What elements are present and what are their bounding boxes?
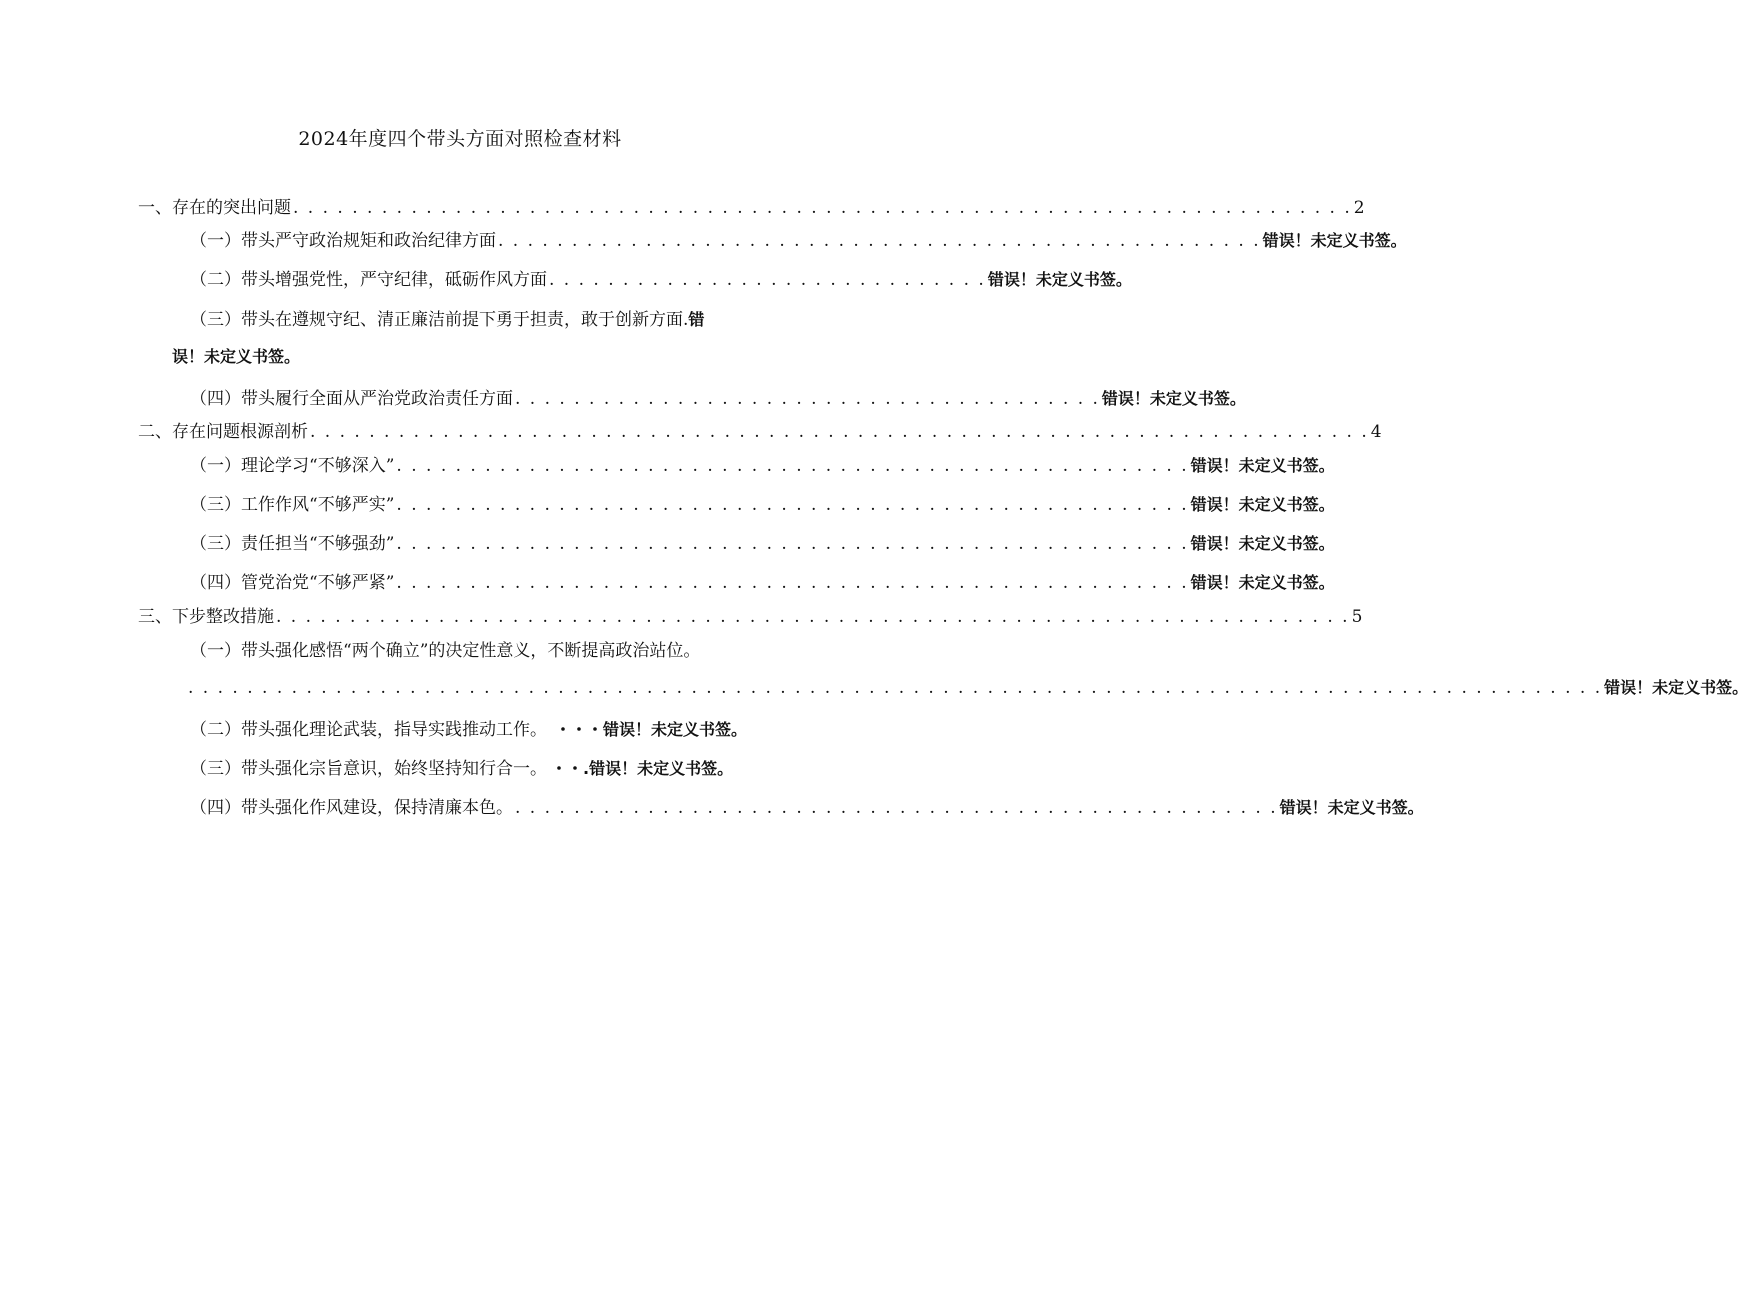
toc-bookmark-error: 错误！未定义书签。 [603,720,748,739]
toc-entry-label: （一）带头强化感悟“两个确立”的决定性意义，不断提高政治站位。 [190,641,701,661]
toc-bookmark-error: 误！未定义书签。 [172,347,301,366]
toc-bookmark-error: 错误！未定义书签。 [1604,678,1748,697]
toc-bookmark-error: 错误！未定义书签。 [987,270,1132,289]
toc-entry-label: （二）带头强化理论武装，指导实践推动工作。 [190,720,547,740]
toc-entry-sec3-1-continuation[interactable] [186,675,1748,698]
toc-bookmark-error: 错 [688,310,705,329]
toc-entry-sec1-2[interactable] [190,265,1132,290]
toc-bookmark-error: 错误！未定义书签。 [1190,456,1335,475]
toc-entry-sec3-3[interactable] [190,754,772,779]
toc-entry-label: （一）理论学习“不够深入” [190,456,395,476]
document-title: 2024年度四个带头方面对照检查材料 [298,128,622,150]
toc-bookmark-error: 错误！未定义书签。 [1279,798,1424,817]
toc-entry-label: （二）带头增强党性，严守纪律，砥砺作风方面 [190,270,547,290]
toc-entry-label: 一、存在的突出问题 [138,198,291,218]
toc-leader-dots: . . . . . . . . . . . . . . . . . . . . . . . . . . . . . . . . . . . . . . . . . . . . . . . . . . . . . . . . . . . . . . . . . . . . . . . . [310,422,1369,442]
toc-entry-label: （三）带头强化宗旨意识，始终坚持知行合一。 [190,759,547,779]
toc-leader-dots: . . . . . . . . . . . . . . . . . . . . . . . . . . . . . . . . . . . . . . . . . . . . . . . . . . . . . . . . . . . . . . . . . . . . . . . . . . . . . . . . . . . . . . . . . . . . . . . . [188,678,1603,698]
toc-entry-sec1-3[interactable] [190,305,772,330]
toc-entry-sec2-3[interactable] [190,529,1335,554]
toc-page-number: 4 [1370,422,1382,442]
toc-bookmark-error: 错误！未定义书签。 [1190,573,1335,592]
toc-entry-sec3-2[interactable] [190,715,782,740]
toc-entry-sec3[interactable] [138,602,1363,627]
toc-entry-sec1-3-continuation[interactable] [172,344,772,367]
toc-leader-dots: . . . . . . . . . . . . . . . . . . . . . . . . . . . . . . . . . . . . . . . . . . . . . . . . . . . . [515,798,1278,818]
toc-entry-sec2-1[interactable] [190,451,1335,476]
toc-leader-dots: . . . . . . . . . . . . . . . . . . . . . . . . . . . . . . [549,270,986,290]
toc-entry-sec2[interactable] [138,417,1382,442]
toc-entry-sec1-1[interactable] [190,226,1407,251]
toc-leader-dots: . . . . . . . . . . . . . . . . . . . . . . . . . . . . . . . . . . . . . . . . . . . . . . . . . . . . . . [396,456,1189,476]
toc-entry-label: 三、下步整改措施 [138,607,274,627]
toc-entry-sec1[interactable] [138,193,1365,218]
toc-entry-label: 二、存在问题根源剖析 [138,422,308,442]
toc-entry-label: （一）带头严守政治规矩和政治纪律方面 [190,231,496,251]
toc-leader-dots: . . . . . . . . . . . . . . . . . . . . . . . . . . . . . . . . . . . . . . . . . . . . . . . . . . . . [498,231,1261,251]
toc-entry-label: （四）管党治党“不够严紧” [190,573,395,593]
toc-leader-dots: . . . . . . . . . . . . . . . . . . . . . . . . . . . . . . . . . . . . . . . . . . . . . . . . . . . . . . . . . . . . . . . . . . . . . . . . . [276,607,1350,627]
toc-entry-sec1-4[interactable] [190,384,1246,409]
toc-entry-label: （三）工作作风“不够严实” [190,495,395,515]
toc-entry-sec2-2[interactable] [190,490,1335,515]
toc-bookmark-error: 错误！未定义书签。 [1262,231,1407,250]
toc-leader-dots: . . . . . . . . . . . . . . . . . . . . . . . . . . . . . . . . . . . . . . . . . . . . . . . . . . . . . . [396,534,1189,554]
toc-bookmark-error: 错误！未定义书签。 [589,759,734,778]
toc-leader-dots: . . . . . . . . . . . . . . . . . . . . . . . . . . . . . . . . . . . . . . . . . . . . . . . . . . . . . . . . . . . . . . . . . . . . . . . . [293,198,1352,218]
toc-entry-sec3-1[interactable] [190,636,772,661]
toc-entry-label: （四）带头强化作风建设，保持清廉本色。 [190,798,513,818]
toc-entry-label: （四）带头履行全面从严治党政治责任方面 [190,389,513,409]
toc-leader-dots: . . . . . . . . . . . . . . . . . . . . . . . . . . . . . . . . . . . . . . . . . . . . . . . . . . . . . . [396,573,1189,593]
toc-leader-dots: . . . . . . . . . . . . . . . . . . . . . . . . . . . . . . . . . . . . . . . . [515,389,1100,409]
toc-page-number: 2 [1353,198,1365,218]
toc-entry-sec2-4[interactable] [190,568,1335,593]
toc-page-number: 5 [1351,607,1363,627]
toc-bookmark-error: 错误！未定义书签。 [1190,534,1335,553]
toc-entry-label: （三）责任担当“不够强劲” [190,534,395,554]
toc-leader-dots: . . . . . . . . . . . . . . . . . . . . . . . . . . . . . . . . . . . . . . . . . . . . . . . . . . . . . . [396,495,1189,515]
toc-entry-label: （三）带头在遵规守纪、清正廉洁前提下勇于担责，敢于创新方面. [190,310,689,330]
toc-bookmark-error: 错误！未定义书签。 [1190,495,1335,514]
toc-leader-dots: ・・. [551,759,590,778]
toc-leader-dots: ・・・ [555,720,604,739]
toc-entry-sec3-4[interactable] [190,793,1424,818]
toc-bookmark-error: 错误！未定义书签。 [1101,389,1246,408]
